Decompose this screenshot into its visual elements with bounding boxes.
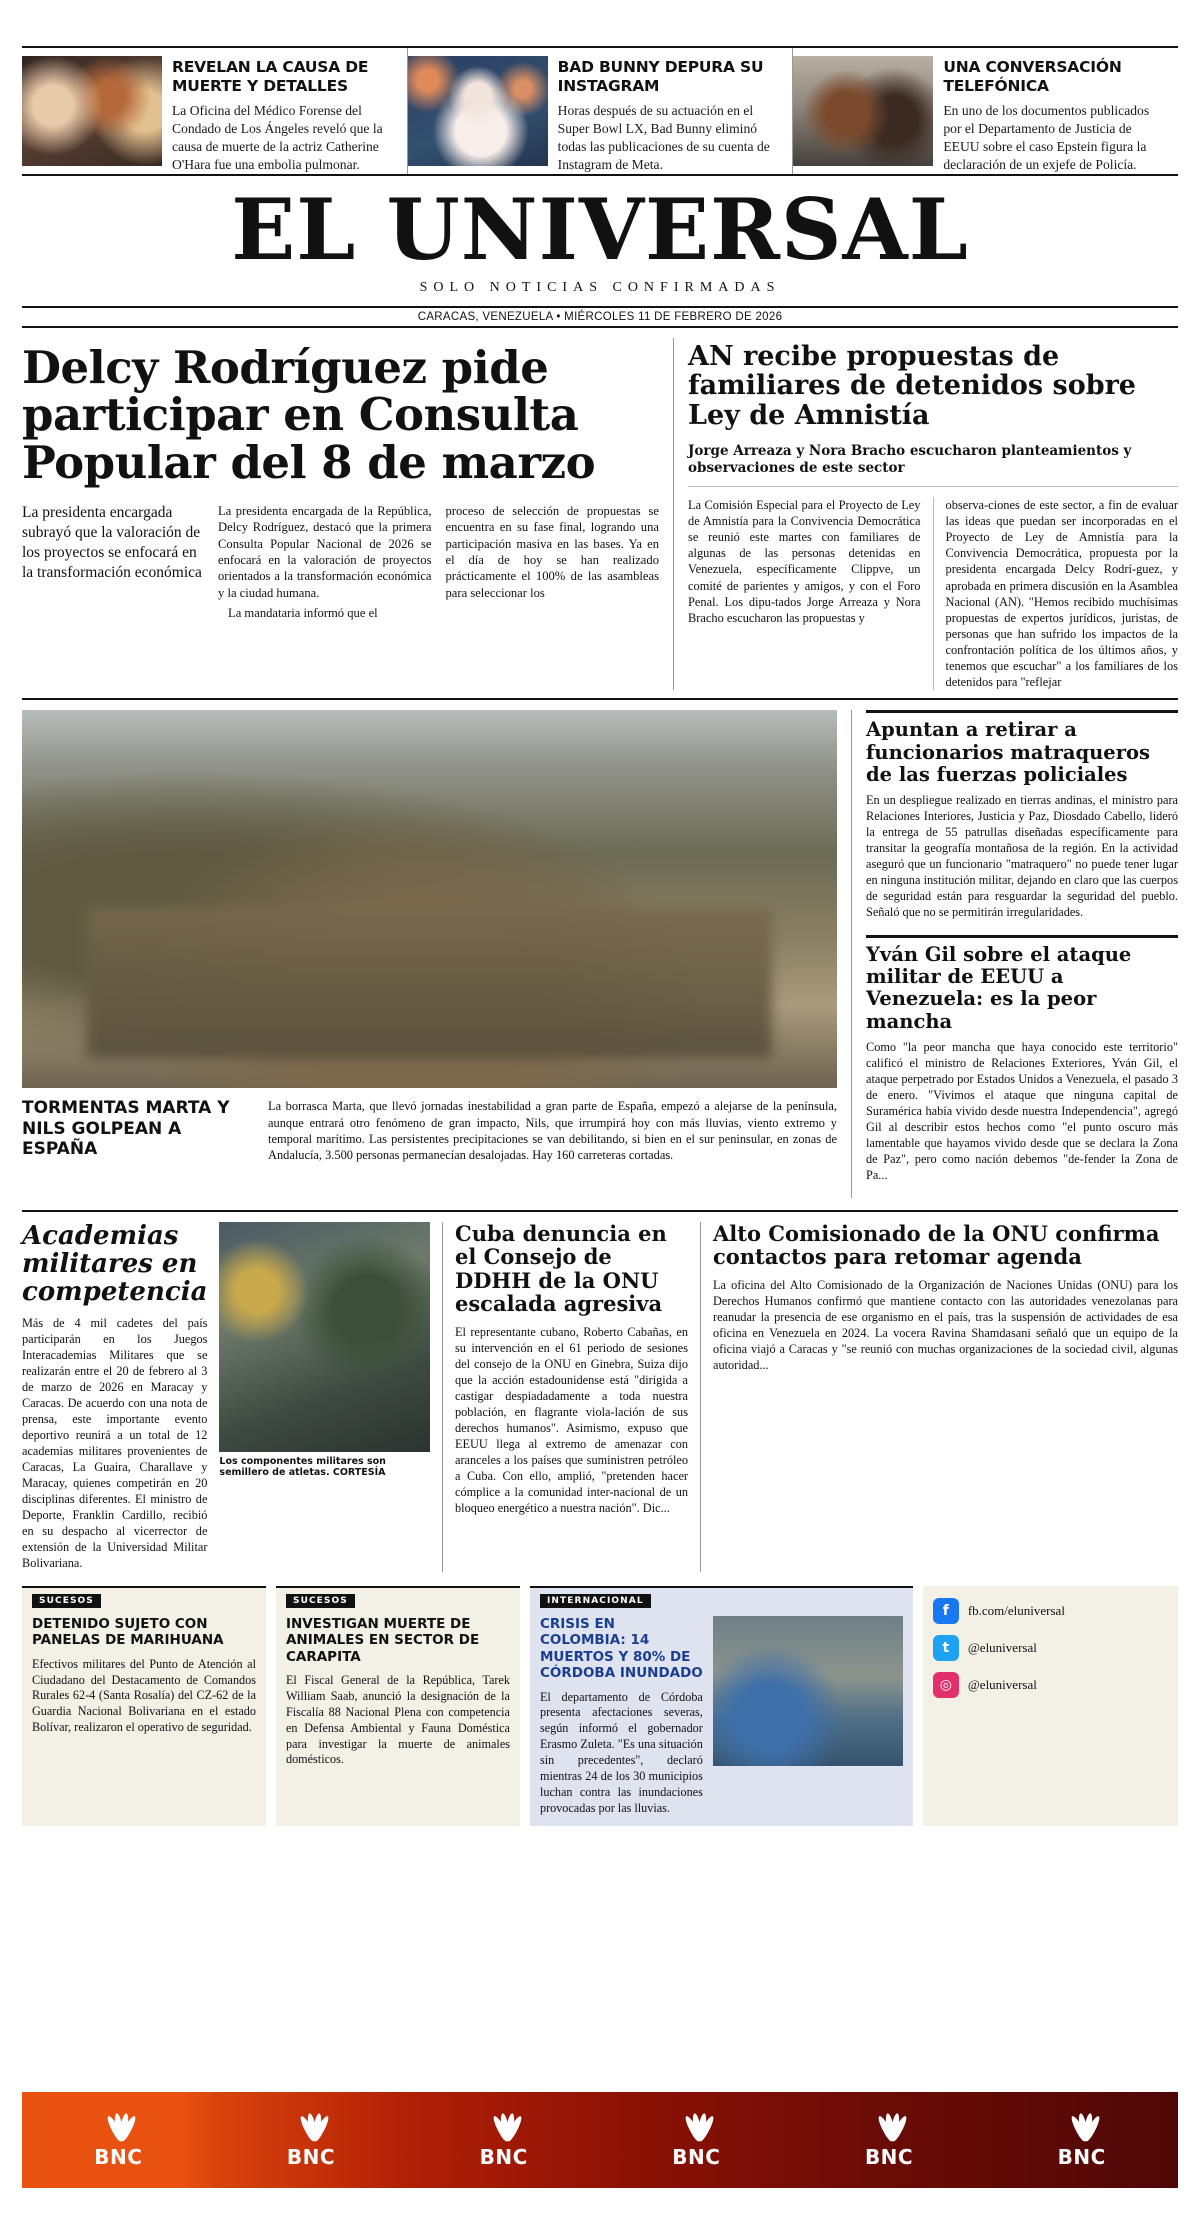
social-handle[interactable]: @eluniversal [967, 1676, 1037, 1692]
twitter-icon: t [933, 1635, 959, 1661]
cuba-title[interactable]: Cuba denuncia en el Consejo de DDHH de la ONU escalada agresiva [455, 1220, 667, 1317]
feature-story[interactable] [22, 1222, 442, 1572]
cuba-story[interactable] [442, 1222, 700, 1572]
bnc-wordmark: BNC [479, 2145, 528, 2169]
social-link-twitter[interactable] [933, 1635, 1168, 1661]
dateline-bar [22, 306, 1178, 328]
bnc-wordmark: BNC [864, 2145, 914, 2169]
bnc-wordmark: BNC [94, 2145, 143, 2169]
social-link-instagram[interactable] [933, 1672, 1168, 1698]
teaser-body: Horas después de su actuación en el Super Bowl LX, Bad Bunny eliminó todas las publicaciones de su cuenta de Instagram de Meta. [557, 102, 770, 172]
bnc-wordmark: BNC [286, 2145, 336, 2169]
paragraph: proceso de selección de propuestas se encuentra en su fase final, logrando una participación masiva en las bases. Ya en el día de hoy se han realizado prácticamente el 100% de las asambleas para seleccionar los [445, 503, 659, 600]
teaser-photo [22, 56, 162, 166]
main-photo [22, 710, 837, 1088]
bnc-leaf-icon [1062, 2111, 1102, 2141]
brief-item-international[interactable] [530, 1586, 913, 1827]
lower-band [22, 1210, 1178, 1572]
lead-area [22, 338, 1178, 701]
masthead-tagline: SOLO NOTICIAS CONFIRMADAS [419, 279, 781, 295]
lead-body-column-2 [446, 503, 660, 626]
brief-body: El Fiscal General de la República, Tarek William Saab, anunció la designación de la Fiscalía 88 Nacional Plena con competencia en Defensa Ambiental y Fauna Doméstica para investigar la muerte de animales domésticos. [285, 1673, 510, 1767]
bnc-ad-cell[interactable] [985, 2092, 1178, 2188]
onu-body: La oficina del Alto Comisionado de la Organización de Naciones Unidas (ONU) para los Derechos Humanos confirmó que mantiene contacto con las autoridades venezolanas para reanudar la presencia de ese organismo en el país, tras la suspensión de actividades de esa oficina en Venezuela en 2024. La vocera Ravina Shamdasani señaló que un equipo de la oficina viajó a Caracas y "se reunió con muchas organizaciones de la sociedad civil, algunas autoridad... [713, 1277, 1178, 1372]
teaser-title[interactable]: UNA CONVERSACIÓN TELEFÓNICA [943, 58, 1122, 95]
briefs-row [22, 1586, 1178, 1827]
second-headline[interactable]: AN recibe propuestas de familiares de detenidos sobre Ley de Amnistía [688, 340, 1136, 432]
facebook-icon: f [933, 1598, 959, 1624]
teaser-photo [793, 56, 933, 166]
bnc-leaf-icon [869, 2111, 909, 2141]
bnc-ad-cell[interactable] [22, 2092, 215, 2188]
brief-item[interactable] [276, 1586, 520, 1827]
brief-item[interactable] [22, 1586, 266, 1827]
rail-story[interactable] [866, 935, 1178, 1184]
rail-story[interactable] [866, 710, 1178, 921]
social-panel [923, 1586, 1178, 1827]
brief-kicker: SUCESOS [32, 1594, 101, 1608]
lead-standfirst: La presidenta encargada subrayó que la valoración de los proyectos se enfocará en la transformación económica [22, 503, 202, 582]
instagram-icon: ◎ [933, 1672, 959, 1698]
brief-title[interactable]: INVESTIGAN MUERTE DE ANIMALES EN SECTOR DE CARAPITA [285, 1615, 480, 1665]
bnc-ad-cell[interactable] [600, 2092, 793, 2188]
dateline: CARACAS, VENEZUELA • MIÉRCOLES 11 DE FEBRERO DE 2026 [417, 310, 783, 323]
teaser-item[interactable] [22, 48, 408, 174]
social-handle[interactable]: @eluniversal [967, 1639, 1037, 1655]
teaser-item[interactable] [408, 48, 794, 174]
social-handle[interactable]: fb.com/eluniversal [967, 1602, 1065, 1618]
second-body-column-1: La Comisión Especial para el Proyecto de Ley de Amnistía para la Convivencia Democrática se reunió este martes con familiares de algunas de las personas detenidas en Venezuela, específicamente Clippve, un comité de parientes y amigos, y con el Foro Penal. Los dipu-tados Jorge Arreaza y Nora Bracho escucharon las propuestas y [688, 497, 934, 691]
feature-photo [219, 1222, 430, 1452]
onu-story[interactable] [700, 1222, 1178, 1572]
teaser-photo [408, 56, 548, 166]
bnc-ad-cell[interactable] [215, 2092, 408, 2188]
bnc-ad-cell[interactable] [407, 2092, 600, 2188]
bnc-leaf-icon [676, 2111, 716, 2141]
teaser-body: La Oficina del Médico Forense del Condado de Los Ángeles reveló que la causa de muerte de la actriz Catherine O'Hara fue una embolia pulmonar. [172, 102, 383, 172]
social-link-facebook[interactable] [933, 1598, 1168, 1624]
feature-title[interactable]: Academias militares en competencia [22, 1220, 208, 1307]
brief-photo [713, 1616, 903, 1766]
paragraph: La mandataria informó que el [228, 606, 378, 621]
teaser-item[interactable] [793, 48, 1178, 174]
bnc-leaf-icon [98, 2111, 138, 2141]
newspaper-front-page [0, 46, 1200, 2228]
divider [866, 710, 1178, 713]
rail-title[interactable]: Yván Gil sobre el ataque militar de EEUU a Venezuela: es la peor mancha [866, 942, 1132, 1033]
cuba-body: El representante cubano, Roberto Cabañas, en su intervención en el 61 periodo de sesiones del consejo de la ONU en Ginebra, Suiza dijo que la acción estadounidense está "dirigida a castigar despiadadamente a toda nuestra población, en flagrante viola-lación de sus derechos humanos". Asimismo, expuso que EEUU llega al extremo de amenazar con aranceles a los países que suministren petróleo a Cuba. Con ello, amplió, "pretenden hacer cómplice a la comunidad inter-nacional de un bloqueo energético a nuestra nación". Dic... [455, 1324, 688, 1515]
masthead-title: EL UNIVERSAL [231, 180, 969, 279]
brief-body: Efectivos militares del Punto de Atención al Ciudadano del Destacamento de Comandos Rurales 62-4 (Santa Rosalía) del CZ-62 de la Guardia Nacional Bolivariana en el estado Bolívar, realizaron el operativo de seguridad. [32, 1656, 256, 1735]
rail-title[interactable]: Apuntan a retirar a funcionarios matraqueros de las fuerzas policiales [866, 718, 1150, 786]
brief-kicker: SUCESOS [286, 1594, 355, 1608]
middle-band [22, 710, 1178, 1197]
second-story[interactable] [674, 338, 1178, 691]
top-teaser-strip [22, 46, 1178, 176]
bnc-leaf-icon [291, 2111, 331, 2141]
brief-kicker: INTERNACIONAL [540, 1594, 651, 1608]
second-body-column-2: observa-ciones de este sector, a fin de evaluar las ideas que puedan ser incorporadas en el Proyecto de Ley de Amnistía para la Convivencia Democrática, propuesta por la presidenta encargada Delcy Rodrí-guez, y aprobada en primera discusión en la Asamblea Nacional (AN). "Hemos recibido muchísimas propuestas de expertos jurídicos, juristas, de personas que han sufrido los impactos de la confrontación política de los últimos años, y tenemos que escuchar" a los familiares de los detenidos para "reflejar [945, 497, 1178, 690]
onu-title[interactable]: Alto Comisionado de la ONU confirma contactos para retomar agenda [713, 1220, 1160, 1270]
bnc-leaf-icon [484, 2111, 524, 2141]
brief-title[interactable]: CRISIS EN COLOMBIA: 14 MUERTOS Y 80% DE CÓRDOBA INUNDADO [539, 1615, 703, 1682]
teaser-title[interactable]: REVELAN LA CAUSA DE MUERTE Y DETALLES [172, 58, 369, 95]
masthead [22, 176, 1178, 296]
lead-body-column-1 [218, 503, 432, 626]
paragraph: La presidenta encargada de la República, Delcy Rodríguez, destacó que la primera Consulta Popular Nacional de 2026 se enfocará en la valoración de proyectos orientados a la transformación económica y la ciudad humana. [218, 503, 432, 600]
bnc-ad-cell[interactable] [793, 2092, 986, 2188]
feature-body: Más de 4 mil cadetes del país participarán en los Juegos Interacademias Militares que se realizarán entre el 20 de febrero al 3 de marzo de 2026 en Maracay y Caracas. De acuerdo con una nota de prensa, este importante evento deportivo reunirá a un total de 12 academias militares provenientes de Caracas, La Guaira, Charallave y Maracay, quienes competirán en 20 disciplinas diferentes. El ministro de Deporte, Franklin Cardillo, recibió en su despacho al vicerrector de extensión de la Universidad Militar Bolivariana. [22, 1315, 208, 1570]
bnc-wordmark: BNC [672, 2145, 721, 2169]
second-standfirst: Jorge Arreaza y Nora Bracho escucharon planteamientos y observaciones de este sector [688, 443, 1178, 487]
brief-title[interactable]: DETENIDO SUJETO CON PANELAS DE MARIHUANA [32, 1615, 224, 1649]
lead-headline[interactable]: Delcy Rodríguez pide participar en Consulta Popular del 8 de marzo [22, 340, 596, 490]
main-photo-story[interactable] [22, 710, 852, 1197]
teaser-body: En uno de los documentos publicados por el Departamento de Justicia de EEUU sobre el caso Epstein figura la declaración de un exjefe de Policía. [943, 102, 1150, 172]
divider [866, 935, 1178, 938]
main-photo-caption: La borrasca Marta, que llevó jornadas inestabilidad a gran parte de España, empezó a alejarse de la península, aunque entrará otro fenómeno de gran impacto, Nils, que irrumpirá hoy con más lluvias, viento extremo y temporal marítimo. Las persistentes precipitaciones se van debilitando, si bien en el sur peninsular, en zonas de Andalucía, 3.500 personas permanecían desalojadas. Hay 160 carreteras cortadas. [268, 1099, 837, 1162]
bnc-advertisement-bar[interactable] [22, 2092, 1178, 2188]
teaser-title[interactable]: BAD BUNNY DEPURA SU INSTAGRAM [557, 58, 764, 95]
main-photo-headline[interactable]: TORMENTAS MARTA Y NILS GOLPEAN A ESPAÑA [22, 1098, 230, 1160]
rail-body: En un despliegue realizado en tierras andinas, el ministro para Relaciones Interiores, Justicia y Paz, Diosdado Cabello, lideró la entrega de 55 patrullas diseñadas específicamente para transitar la geografía montañosa de la región. En la actividad aseguró que un funcionario "matraquero" no puede tener lugar en ninguna institución militar, dejando en claro que las cuerpos de seguridad están para resguardar la seguridad del pueblo. Señaló que no se permitirán irregularidades. [866, 793, 1178, 919]
lead-story[interactable] [22, 338, 674, 691]
rail-body: Como "la peor mancha que haya conocido este territorio" calificó el ministro de Relaciones Exteriores, Yván Gil, el ataque perpetrado por Estados Unidos a Venezuela, el pasado 3 de enero. "Vivimos el ataque que ninguna capital de Suramérica había vivido desde nuestra Independencia", agregó Gil al describir estos hechos como "el punto oscuro más lamentable que hayamos vivido desde que se declara la Zona de Paz", pero como nación debemos "de-fender la Zona de Pa... [866, 1039, 1178, 1182]
brief-body: El departamento de Córdoba presenta afectaciones severas, según informó el gobernador Erasmo Zuleta. "Es una situación sin precedentes", declaró mientras 24 de los 30 municipios luchan contra las inundaciones provocadas por las lluvias. [539, 1689, 703, 1815]
bnc-wordmark: BNC [1057, 2145, 1106, 2169]
right-rail [852, 710, 1178, 1197]
feature-photo-caption: Los componentes militares son semillero de atletas. CORTESÍA [219, 1455, 386, 1478]
